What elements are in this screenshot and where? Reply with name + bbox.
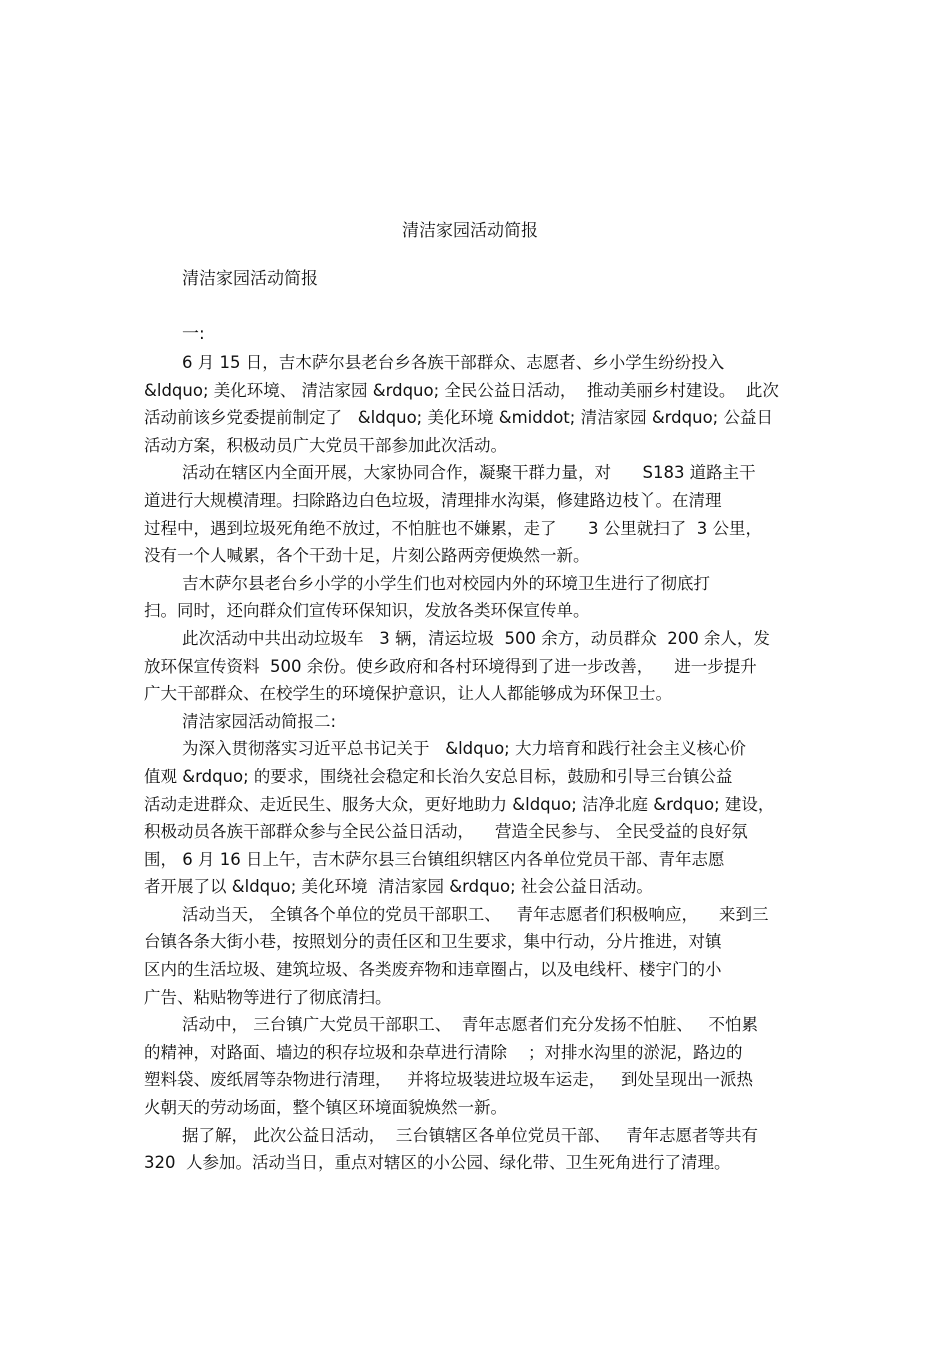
body-line: 活动当天， 全镇各个单位的党员干部职工、 青年志愿者们积极响应， 来到三 — [182, 904, 769, 924]
body-line: 6 月 15 日，吉木萨尔县老台乡各族干部群众、志愿者、乡小学生纷纷投入 — [182, 353, 725, 372]
body-line: 扫。同时，还向群众们宣传环保知识，发放各类环保宣传单。 — [144, 601, 590, 621]
body-line: 火朝天的劳动场面，整个镇区环境面貌焕然一新。 — [144, 1098, 507, 1118]
body-line: 值观 &rdquo; 的要求，围绕社会稳定和长治久安总目标，鼓励和引导三台镇公益 — [144, 766, 733, 786]
body-line: 320 人参加。活动当日，重点对辖区的小公园、绿化带、卫生死角进行了清理。 — [144, 1153, 731, 1173]
body-line: 广告、粘贴物等进行了彻底清扫。 — [144, 987, 392, 1007]
body-line: 活动在辖区内全面开展，大家协同合作，凝聚干群力量，对 S183 道路主干 — [182, 463, 756, 483]
body-line: 活动方案，积极动员广大党员干部参加此次活动。 — [144, 435, 507, 455]
body-line: 区内的生活垃圾、建筑垃圾、各类废弃物和违章圈占，以及电线杆、楼宇门的小 — [144, 960, 722, 980]
body-line: 活动走进群众、走近民生、服务大众，更好地助力 &ldquo; 洁净北庭 &rdquo; 建设， — [144, 794, 775, 814]
body-line: 道进行大规模清理。扫除路边白色垃圾，清理排水沟渠，修建路边枝丫。在清理 — [144, 490, 722, 510]
body-line: 为深入贯彻落实习近平总书记关于 &ldquo; 大力培育和践行社会主义核心价 — [182, 739, 746, 759]
body-line: 清洁家园活动简报二: — [182, 711, 337, 731]
section-marker: 一: — [182, 324, 205, 344]
body-line: 放环保宣传资料 500 余份。使乡政府和各村环境得到了进一步改善， 进一步提升 — [144, 656, 757, 676]
body-line: 此次活动中共出动垃圾车 3 辆，清运垃圾 500 余方，动员群众 200 余人，发 — [182, 628, 770, 648]
body-line: 过程中，遇到垃圾死角绝不放过，不怕脏也不嫌累，走了 3 公里就扫了 3 公里， — [144, 518, 762, 538]
body-line: 围， 6 月 16 日上午，吉木萨尔县三台镇组织辖区内各单位党员干部、青年志愿 — [144, 849, 725, 869]
body-line: 台镇各条大街小巷，按照划分的责任区和卫生要求，集中行动，分片推进，对镇 — [144, 932, 722, 952]
body-line: 者开展了以 &ldquo; 美化环境 清洁家园 &rdquo; 社会公益日活动。 — [144, 877, 653, 897]
body-line: 据了解， 此次公益日活动， 三台镇辖区各单位党员干部、 青年志愿者等共有 — [182, 1125, 758, 1145]
document-subtitle: 清洁家园活动简报 — [182, 269, 318, 289]
body-line: 没有一个人喊累，各个干劲十足，片刻公路两旁便焕然一新。 — [144, 546, 590, 566]
document-body — [144, 349, 810, 1177]
body-line: 积极动员各族干部群众参与全民公益日活动， 营造全民参与、 全民受益的良好氛 — [144, 822, 748, 842]
body-line: &ldquo; 美化环境、 清洁家园 &rdquo; 全民公益日活动， 推动美丽乡村建设。 此次 — [144, 380, 779, 400]
body-line: 的精神，对路面、墙边的积存垃圾和杂草进行清除 ；对排水沟里的淤泥，路边的 — [144, 1042, 743, 1062]
body-line: 活动前该乡党委提前制定了 &ldquo; 美化环境 &middot; 清洁家园 &rdquo; 公益日 — [144, 408, 773, 428]
body-line: 活动中， 三台镇广大党员干部职工、 青年志愿者们充分发扬不怕脏、 不怕累 — [182, 1015, 758, 1035]
body-line: 塑料袋、废纸屑等杂物进行清理， 并将垃圾装进垃圾车运走， 到处呈现出一派热 — [144, 1070, 753, 1090]
body-line: 吉木萨尔县老台乡小学的小学生们也对校园内外的环境卫生进行了彻底打 — [182, 573, 710, 593]
body-line: 广大干部群众、在校学生的环境保护意识，让人人都能够成为环保卫士。 — [144, 684, 672, 704]
document-title: 清洁家园活动简报 — [402, 221, 538, 241]
